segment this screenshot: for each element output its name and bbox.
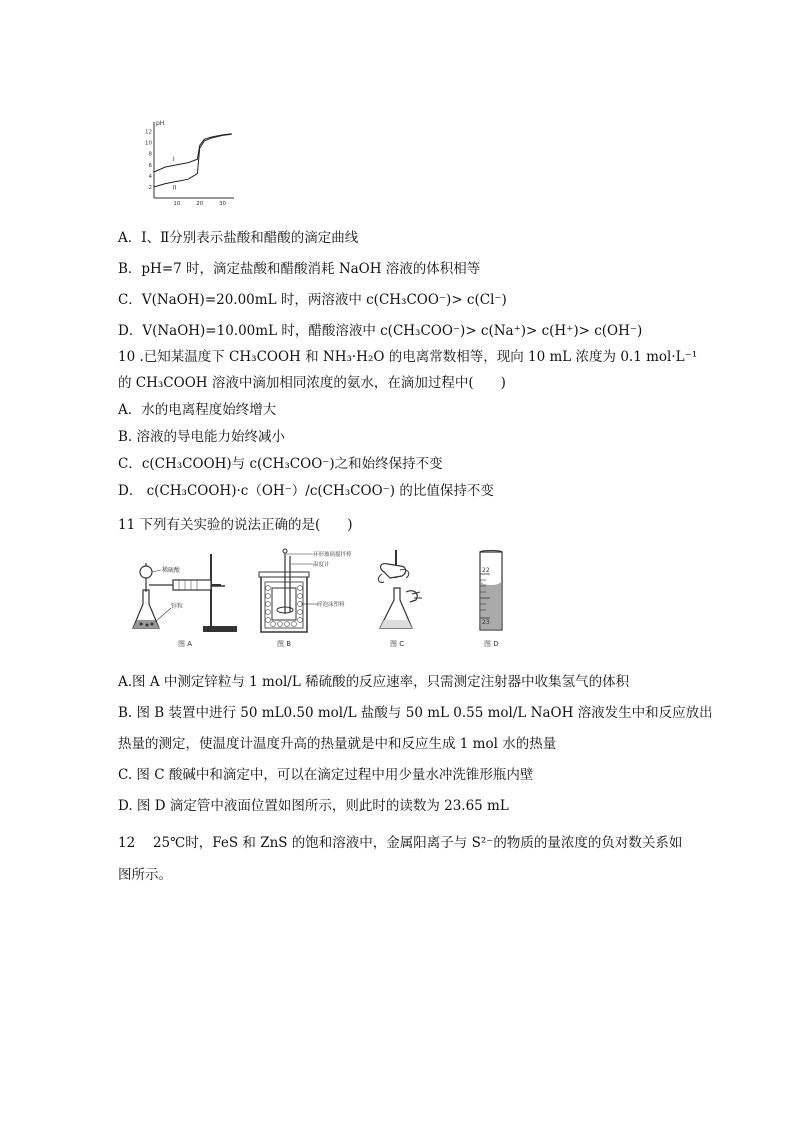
q10-option-a: A．水的电离程度始终增大	[118, 402, 277, 418]
figure-a-caption: 图 A	[178, 640, 193, 648]
figure-d-tick-23: 23	[482, 619, 490, 626]
q10-option-d: D． c(CH₃COOH)·c（OH⁻）/c(CH₃COO⁻) 的比值保持不变	[118, 483, 494, 499]
q11-stem: 11 下列有关实验的说法正确的是( )	[118, 517, 353, 533]
chart-series-label: II	[172, 184, 177, 192]
figure-d-caption: 图 D	[484, 640, 499, 648]
chart-series-label: I	[172, 155, 175, 163]
q12-stem-line1: 12 25℃时，FeS 和 ZnS 的饱和溶液中，金属阳离子与 S²⁻的物质的量浓度的负对数关系如	[118, 835, 683, 851]
chart-x-tick-label: 30	[219, 201, 227, 205]
q11-option-a: A.图 A 中测定锌粒与 1 mol/L 稀硫酸的反应速率，只需测定注射器中收集氢气的体积	[118, 674, 630, 690]
q10-stem-line2: 的 CH₃COOH 溶液中滴加相同浓度的氨水，在滴加过程中( )	[118, 375, 506, 391]
figure-b-caption: 图 B	[277, 640, 292, 648]
q11-option-c: C. 图 C 酸碱中和滴定中，可以在滴定过程中用少量水冲洗锥形瓶内壁	[118, 767, 534, 783]
q9-option-a: A．Ⅰ、Ⅱ分别表示盐酸和醋酸的滴定曲线	[118, 230, 359, 246]
chart-y-tick-label: 6	[148, 162, 152, 169]
figure-b-label-thermo: 温度计	[313, 562, 330, 568]
figure-b-label-stirrer: 环形玻璃搅拌棒	[313, 552, 352, 558]
figure-b-label-foam: 碎泡沫塑料	[317, 602, 345, 608]
chart-y-tick-label: 10	[145, 140, 152, 147]
chart-y-label: pH	[156, 120, 165, 127]
figure-a-label-acid: 稀硫酸	[162, 567, 181, 574]
q10-option-b: B. 溶液的导电能力始终减小	[118, 429, 286, 445]
figure-c-caption: 图 C	[390, 640, 405, 648]
q10-stem-line1: 10 .已知某温度下 CH₃COOH 和 NH₃·H₂O 的电离常数相等，现向 10 mL 浓度为 0.1 mol·L⁻¹	[118, 349, 698, 365]
figure-d-burette	[468, 548, 528, 650]
chart-x-tick-label: 10	[173, 201, 181, 205]
q9-option-d: D．V(NaOH)=10.00mL 时，醋酸溶液中 c(CH₃COO⁻)> c(Na⁺)> c(H⁺)> c(OH⁻)	[118, 323, 643, 339]
titration-chart	[138, 120, 238, 205]
figure-b-calorimeter	[255, 548, 365, 650]
chart-y-tick-label: 4	[148, 173, 152, 180]
q9-option-c: C．V(NaOH)=20.00mL 时，两溶液中 c(CH₃COO⁻)> c(Cl⁻)	[118, 292, 507, 308]
chart-x-tick-label: 20	[196, 201, 204, 205]
chart-y-tick-label: 2	[148, 184, 152, 191]
q10-option-c: C．c(CH₃COOH)与 c(CH₃COO⁻)之和始终保持不变	[118, 456, 443, 472]
chart-y-tick-label: 12	[145, 129, 152, 136]
q11-option-b-line1: B. 图 B 装置中进行 50 mL0.50 mol/L 盐酸与 50 mL 0.55 mol/L NaOH 溶液发生中和反应放出	[118, 705, 713, 721]
chart-series-line-1	[154, 134, 232, 172]
figure-c-titration-hands	[370, 548, 440, 650]
q12-stem-line2: 图所示。	[118, 867, 172, 883]
q9-option-b: B．pH=7 时，滴定盐酸和醋酸消耗 NaOH 溶液的体积相等	[118, 261, 481, 277]
figure-a-label-zinc: 锌粒	[171, 603, 184, 610]
q11-option-b-line2: 热量的测定，使温度计温度升高的热量就是中和反应生成 1 mol 水的热量	[118, 736, 557, 752]
figure-a-apparatus	[125, 548, 245, 650]
figure-d-tick-22: 22	[482, 567, 490, 574]
q11-option-d: D. 图 D 滴定管中液面位置如图所示，则此时的读数为 23.65 mL	[118, 798, 509, 814]
chart-y-tick-label: 8	[148, 151, 152, 158]
